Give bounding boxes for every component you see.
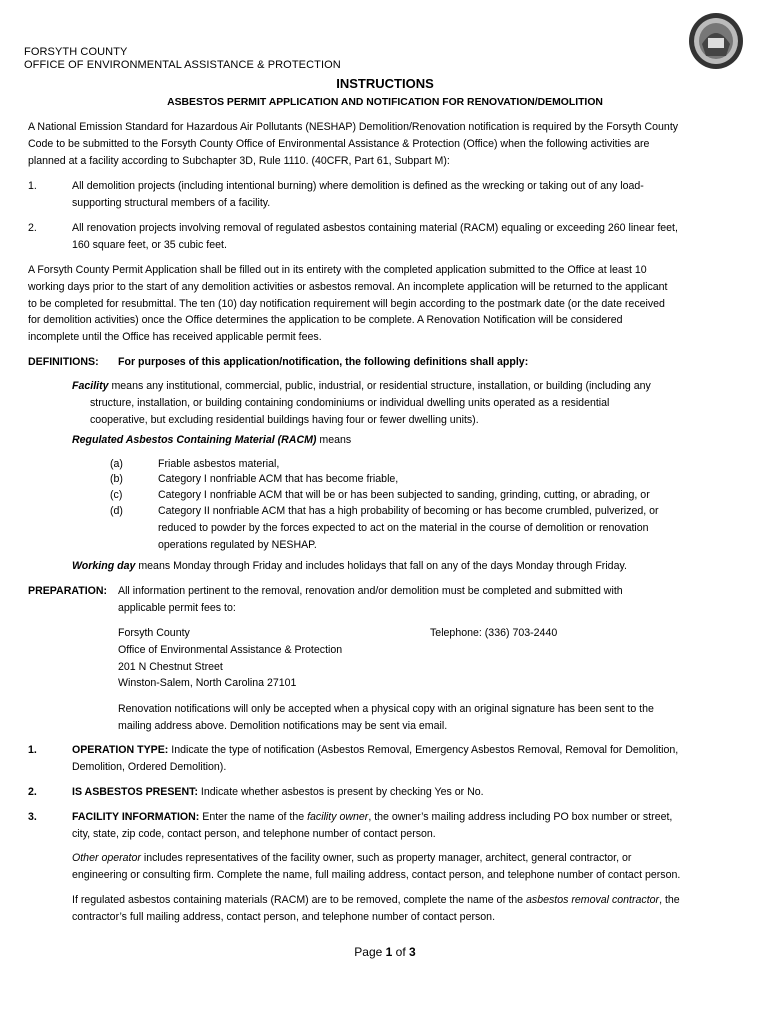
racm-item-line: Category II nonfriable ACM that has a high probability of becoming or has become crumbled, pulverized, or bbox=[158, 505, 659, 517]
facility-text: means any institutional, commercial, public, industrial, or residential structure, installation, or building (including any bbox=[108, 380, 651, 392]
racm-letter: (a) bbox=[110, 458, 123, 470]
activity-line: supporting structural members of a facility. bbox=[72, 196, 271, 209]
page-title: INSTRUCTIONS bbox=[336, 76, 434, 91]
racm-item-line: reduced to powder by the forces expected to act on the material in the course of demolition or renovation bbox=[158, 521, 649, 534]
office-name: OFFICE OF ENVIRONMENTAL ASSISTANCE & PROTECTION bbox=[24, 59, 341, 71]
racm-letter: (c) bbox=[110, 489, 123, 501]
activity-line: 160 square feet, or 35 cubic feet. bbox=[72, 238, 227, 251]
activity-number: 1. bbox=[28, 180, 37, 192]
preparation-line: All information pertinent to the removal, renovation and/or demolition must be completed and submitted with bbox=[118, 585, 623, 597]
step-text-italic: facility owner bbox=[307, 811, 369, 823]
racm-letter: (d) bbox=[110, 505, 123, 517]
definitions-intro: For purposes of this application/notification, the following definitions shall apply: bbox=[118, 356, 529, 368]
intro-line: A National Emission Standard for Hazardous Air Pollutants (NESHAP) Demolition/Renovation notification is required by the Forsyth County bbox=[28, 121, 679, 133]
permit-paragraph bbox=[28, 262, 740, 346]
contractor-text: If regulated asbestos containing materials (RACM) are to be removed, complete the name of the bbox=[72, 894, 526, 906]
contractor-text: contractor’s full mailing address, contact person, and telephone number of contact person. bbox=[72, 910, 496, 923]
step-text: city, state, zip code, contact person, and telephone number of contact person. bbox=[72, 827, 436, 840]
activity-item bbox=[72, 178, 742, 212]
step-text: Indicate the type of notification (Asbestos Removal, Emergency Asbestos Removal, Removal for Demolition, bbox=[168, 744, 679, 756]
racm-letter: (b) bbox=[110, 473, 123, 485]
racm-item: Friable asbestos material, bbox=[158, 458, 280, 470]
page-subtitle: ASBESTOS PERMIT APPLICATION AND NOTIFICATION FOR RENOVATION/DEMOLITION bbox=[167, 97, 603, 108]
renovation-note bbox=[118, 701, 738, 735]
facility-text: cooperative, but excluding residential buildings having four or fewer dwelling units). bbox=[90, 413, 479, 426]
racm-definition bbox=[72, 432, 351, 449]
telephone: Telephone: (336) 703-2440 bbox=[430, 627, 558, 639]
working-day-definition bbox=[72, 558, 742, 575]
intro-line: Code to be submitted to the Forsyth County Office of Environmental Assistance & Protection (Office) when the following activities are bbox=[28, 137, 650, 150]
racm-term: Regulated Asbestos Containing Material (RACM) bbox=[72, 434, 317, 446]
address-line: 201 N Chestnut Street bbox=[118, 660, 223, 673]
facility-text: structure, installation, or building containing condominiums or individual dwelling units operated as a residential bbox=[90, 396, 610, 409]
definitions-label: DEFINITIONS: bbox=[28, 356, 99, 368]
step-operation-type bbox=[72, 742, 742, 776]
intro-paragraph bbox=[28, 119, 740, 169]
step-heading: OPERATION TYPE: bbox=[72, 744, 169, 756]
racm-item: Category I nonfriable ACM that will be or has been subjected to sanding, grinding, cutting, or abrading, or bbox=[158, 489, 650, 501]
preparation-text bbox=[118, 583, 738, 617]
permit-line: A Forsyth County Permit Application shall be filled out in its entirety with the completed application submitted to the Office at least 10 bbox=[28, 264, 647, 276]
permit-line: working days prior to the start of any demolition activities or asbestos removal. An incomplete application will be returned to the applicant bbox=[28, 280, 668, 293]
step-number: 1. bbox=[28, 744, 37, 756]
permit-line: to be completed for resubmittal. The ten (10) day notification requirement will begin according to the postmark date (or the date received bbox=[28, 297, 665, 310]
step-facility-information bbox=[72, 809, 742, 843]
page-word: Page bbox=[354, 945, 386, 959]
step-heading: FACILITY INFORMATION: bbox=[72, 811, 200, 823]
working-day-text: means Monday through Friday and includes holidays that fall on any of the days Monday through Friday. bbox=[135, 560, 627, 572]
preparation-label: PREPARATION: bbox=[28, 585, 108, 597]
step-text: Indicate whether asbestos is present by checking Yes or No. bbox=[197, 786, 484, 798]
org-name: FORSYTH COUNTY bbox=[24, 46, 128, 58]
county-seal-icon bbox=[688, 12, 744, 70]
working-day-term: Working day bbox=[72, 560, 136, 572]
step-text: , the owner’s mailing address including PO box number or street, bbox=[368, 811, 673, 823]
step-text: Enter the name of the bbox=[199, 811, 308, 823]
activity-line: All renovation projects involving removal of regulated asbestos containing material (RACM) equaling or exceeding 260 linear feet, bbox=[72, 222, 678, 234]
removal-contractor-paragraph bbox=[72, 892, 742, 926]
contractor-text: , the bbox=[659, 894, 680, 906]
address-line: Winston-Salem, North Carolina 27101 bbox=[118, 677, 297, 690]
step-text: Demolition, Ordered Demolition). bbox=[72, 760, 227, 773]
activity-line: All demolition projects (including intentional burning) where demolition is defined as the wrecking or taking out of any load- bbox=[72, 180, 644, 192]
note-line: mailing address above. Demolition notifications may be sent via email. bbox=[118, 719, 448, 732]
racm-means: means bbox=[316, 434, 352, 446]
other-operator-paragraph bbox=[72, 850, 742, 884]
mailing-address bbox=[118, 625, 342, 692]
step-heading: IS ASBESTOS PRESENT: bbox=[72, 786, 198, 798]
permit-line: for demolition activities) once the Office determines the application to be complete. A Renovation Notification will be considered bbox=[28, 314, 623, 327]
intro-line: planned at a facility according to Subchapter 3D, Rule 1110. (40CFR, Part 61, Subpart M): bbox=[28, 154, 450, 167]
other-operator-term: Other operator bbox=[72, 852, 141, 864]
page-of: of bbox=[392, 945, 410, 959]
step-number: 3. bbox=[28, 811, 37, 823]
page-number bbox=[0, 944, 770, 961]
step-number: 2. bbox=[28, 786, 37, 798]
note-line: Renovation notifications will only be accepted when a physical copy with an original signature has been sent to the bbox=[118, 703, 654, 715]
racm-item-line: operations regulated by NESHAP. bbox=[158, 538, 317, 551]
address-line: Office of Environmental Assistance & Protection bbox=[118, 643, 343, 656]
other-operator-text: engineering or consulting firm. Complete the name, full mailing address, contact person, and telephone number of contact person. bbox=[72, 868, 681, 881]
activity-item bbox=[72, 220, 742, 254]
preparation-line: applicable permit fees to: bbox=[118, 601, 236, 614]
racm-item: Category I nonfriable ACM that has become friable, bbox=[158, 473, 399, 485]
permit-line: incomplete until the Office has received applicable permit fees. bbox=[28, 331, 322, 344]
activity-number: 2. bbox=[28, 222, 37, 234]
page-current: 1 bbox=[385, 945, 393, 959]
address-line: Forsyth County bbox=[118, 627, 190, 639]
facility-definition bbox=[72, 378, 732, 428]
racm-item bbox=[158, 503, 718, 553]
other-operator-text: includes representatives of the facility owner, such as property manager, architect, general contractor, or bbox=[140, 852, 632, 864]
contractor-term: asbestos removal contractor bbox=[526, 894, 660, 906]
page-total: 3 bbox=[409, 945, 416, 959]
step-asbestos-present bbox=[72, 784, 742, 801]
facility-term: Facility bbox=[72, 380, 109, 392]
